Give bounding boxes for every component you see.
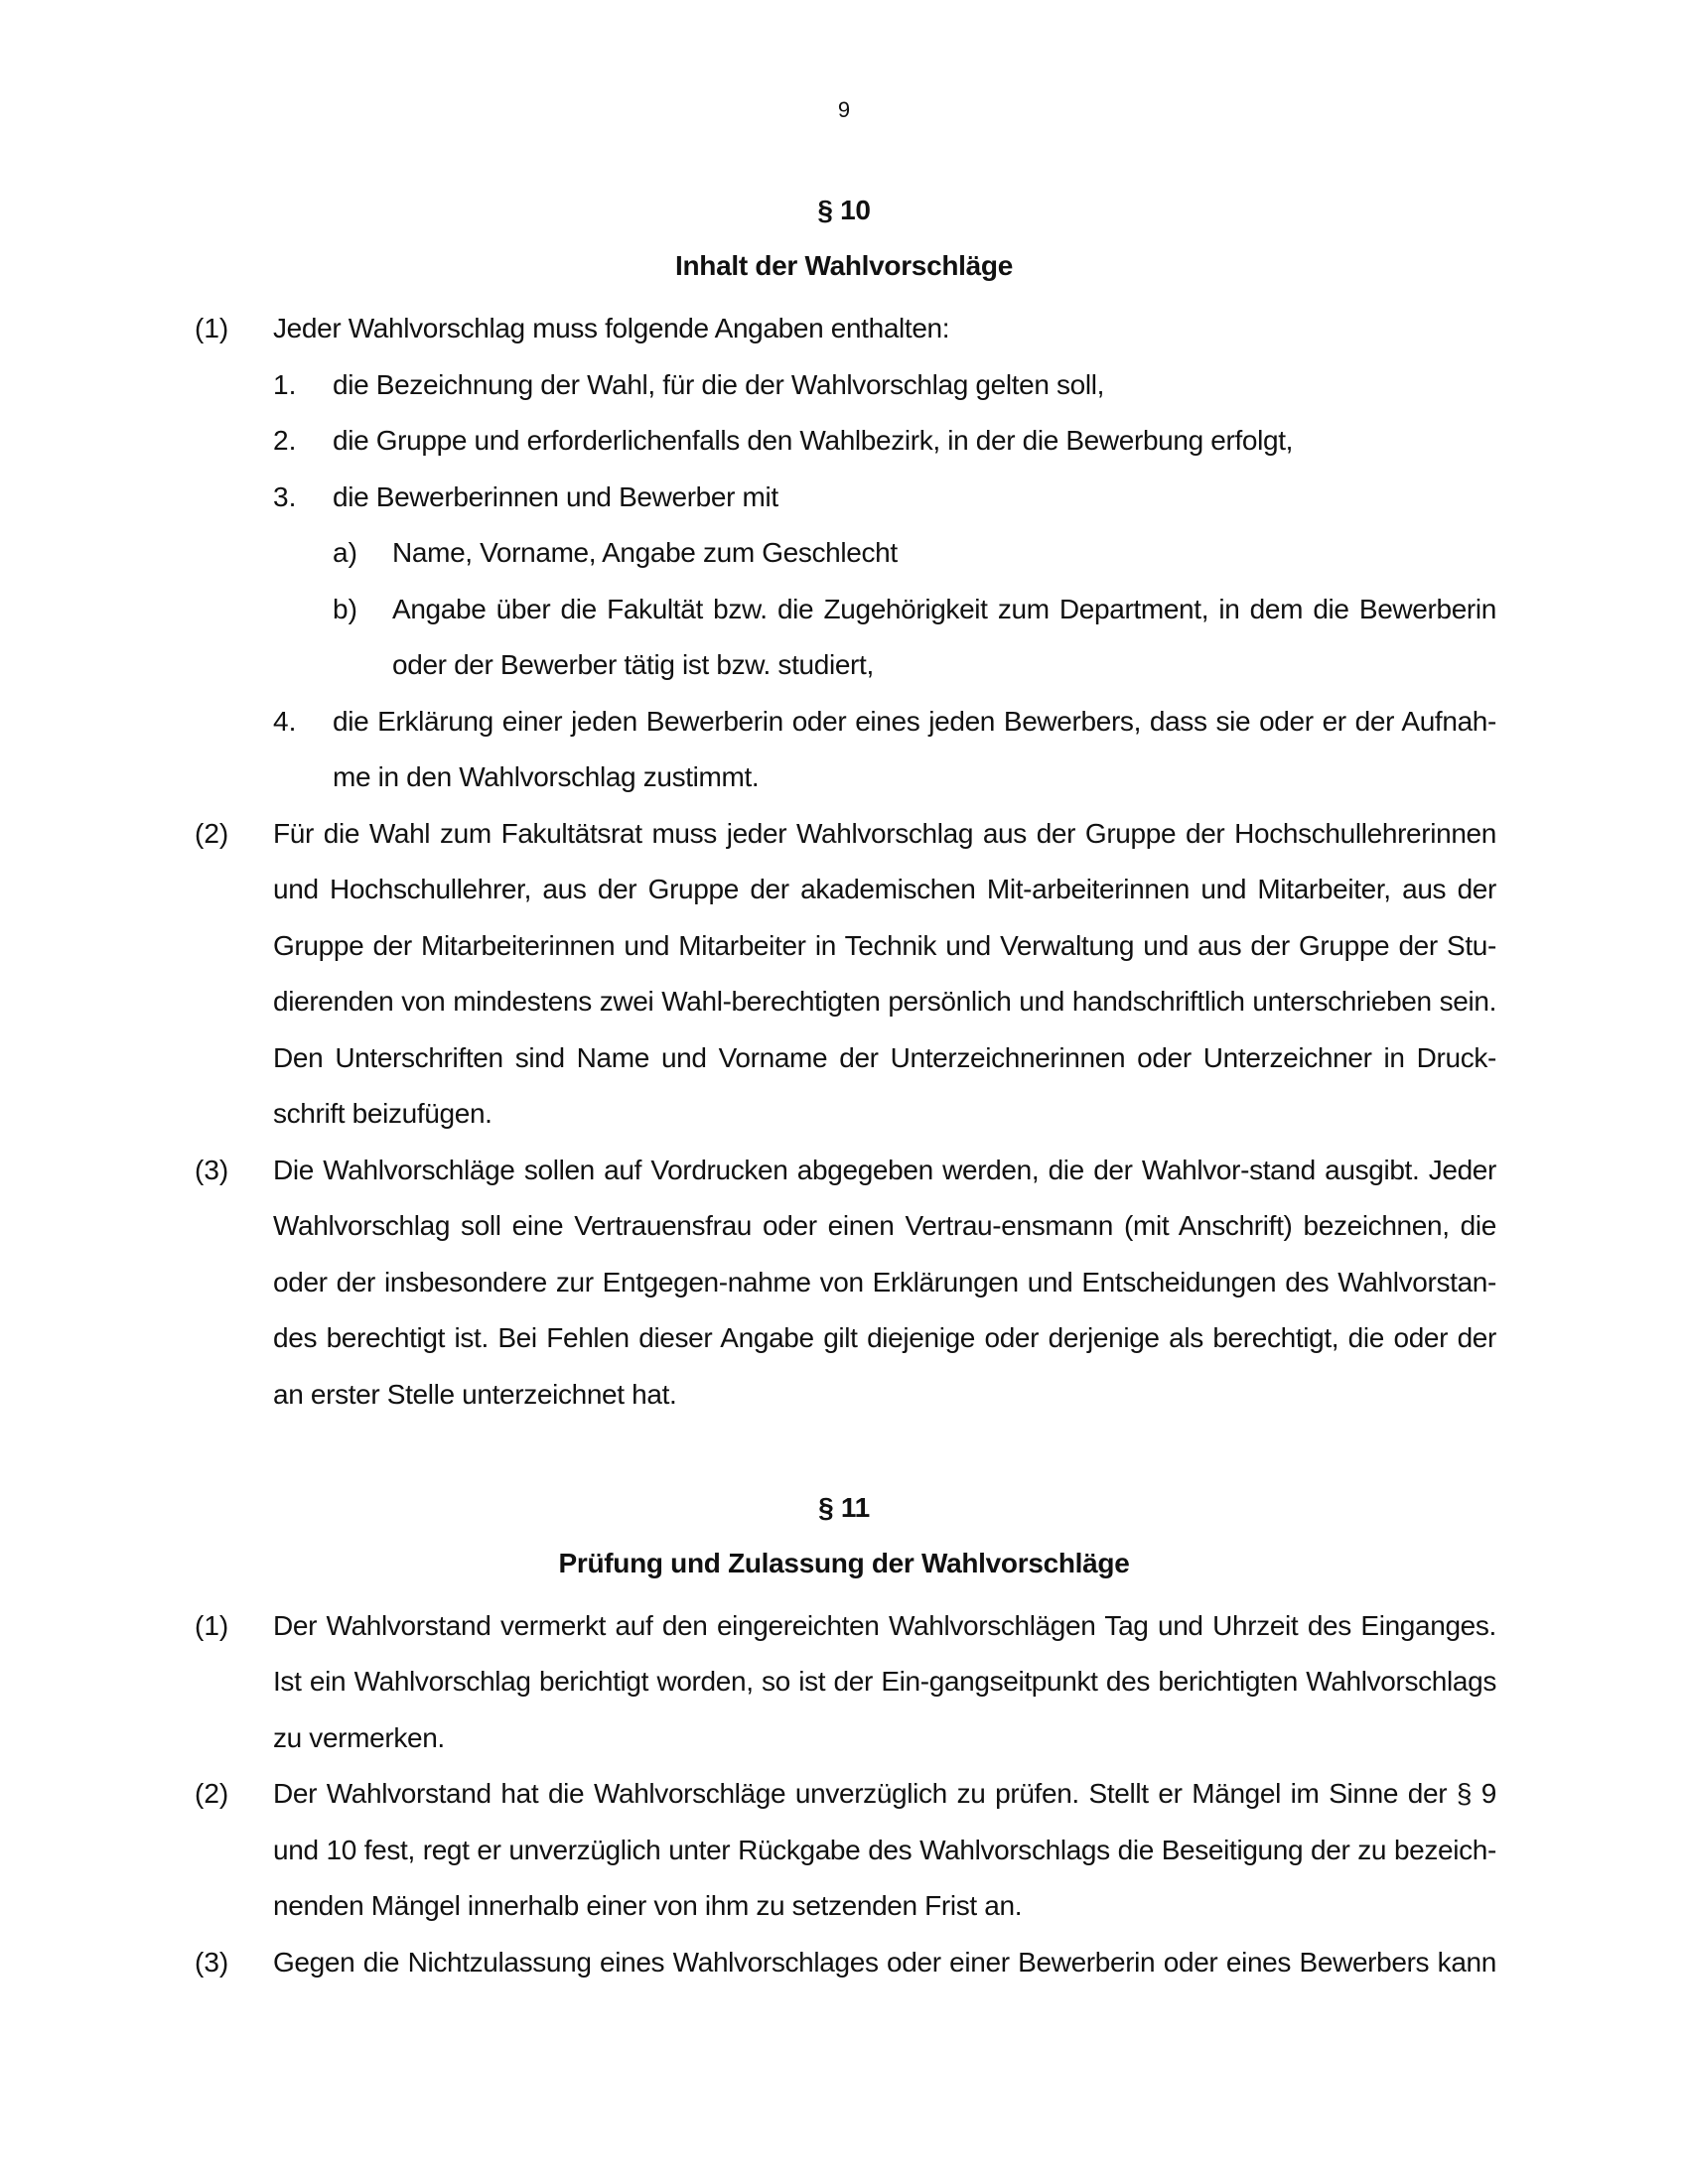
s10-p3-line: Wahlvorschlag soll eine Vertrauensfrau oder einen Vertrau-ensmann (mit Anschrift) bezeichnen, die: [273, 1210, 1496, 1241]
s10-p2-line: Den Unterschriften sind Name und Vorname der Unterzeichnerinnen oder Unterzeichner in Druck-: [273, 1042, 1496, 1073]
s11-p1-line: Der Wahlvorstand vermerkt auf den eingereichten Wahlvorschlägen Tag und Uhrzeit des Einganges.: [273, 1610, 1496, 1641]
s11-p1-line: zu vermerken.: [273, 1722, 445, 1753]
section-10-title: Inhalt der Wahlvorschläge: [675, 250, 1013, 281]
s10-p1-intro: Jeder Wahlvorschlag muss folgende Angaben enthalten:: [273, 313, 950, 343]
s10-p3-line: Die Wahlvorschläge sollen auf Vordrucken abgegeben werden, die der Wahlvor-stand ausgibt. Jeder: [273, 1155, 1496, 1185]
s11-p2-line: Der Wahlvorstand hat die Wahlvorschläge unverzüglich zu prüfen. Stellt er Mängel im Sinne der § 9: [273, 1778, 1496, 1809]
s10-p2-line: Für die Wahl zum Fakultätsrat muss jeder Wahlvorschlag aus der Gruppe der Hochschullehrerinnen: [273, 818, 1496, 849]
section-10-number: § 10: [817, 195, 871, 225]
s11-p3-number: (3): [195, 1947, 229, 1978]
s10-sub-b-line1: Angabe über die Fakultät bzw. die Zugehörigkeit zum Department, in dem die Bewerberin: [392, 594, 1496, 624]
s10-sub-b-label: b): [333, 594, 357, 624]
s10-sub-a-label: a): [333, 537, 357, 568]
s11-p3-line: Gegen die Nichtzulassung eines Wahlvorschlages oder einer Bewerberin oder eines Bewerbers kann: [273, 1947, 1496, 1978]
s10-p3-line: an erster Stelle unterzeichnet hat.: [273, 1379, 677, 1410]
s10-item4-line1: die Erklärung einer jeden Bewerberin oder eines jeden Bewerbers, dass sie oder er der Aufnah-: [333, 706, 1496, 737]
section-11-number: § 11: [818, 1492, 870, 1523]
s10-p2-line: und Hochschullehrer, aus der Gruppe der akademischen Mit-arbeiterinnen und Mitarbeiter, aus der: [273, 874, 1496, 904]
s10-p3-number: (3): [195, 1155, 229, 1185]
s10-p2-line: Gruppe der Mitarbeiterinnen und Mitarbeiter in Technik und Verwaltung und aus der Gruppe der Stu-: [273, 930, 1496, 961]
s11-p2-line: nenden Mängel innerhalb einer von ihm zu setzenden Frist an.: [273, 1890, 1023, 1921]
s10-item3-text: die Bewerberinnen und Bewerber mit: [333, 481, 778, 512]
s10-item2-text: die Gruppe und erforderlichenfalls den Wahlbezirk, in der die Bewerbung erfolgt,: [333, 425, 1294, 456]
s10-p2-line: dierenden von mindestens zwei Wahl-berechtigten persönlich und handschriftlich unterschrieben sein.: [273, 986, 1496, 1017]
s11-p1-line: Ist ein Wahlvorschlag berichtigt worden, so ist der Ein-gangseitpunkt des berichtigten Wahlvorschlags: [273, 1666, 1496, 1697]
s10-p3-line: oder der insbesondere zur Entgegen-nahme von Erklärungen und Entscheidungen des Wahlvorstan-: [273, 1267, 1496, 1297]
s10-p3-line: des berechtigt ist. Bei Fehlen dieser Angabe gilt diejenige oder derjenige als berechtigt, die oder der: [273, 1322, 1496, 1353]
s10-p1-number: (1): [195, 313, 229, 343]
s10-item4-line2: me in den Wahlvorschlag zustimmt.: [333, 761, 760, 792]
s11-p2-line: und 10 fest, regt er unverzüglich unter Rückgabe des Wahlvorschlags die Beseitigung der zu bezeich-: [273, 1835, 1496, 1865]
s10-item3-number: 3.: [273, 481, 297, 512]
s11-p1-number: (1): [195, 1610, 229, 1641]
s10-p2-number: (2): [195, 818, 229, 849]
s11-p2-number: (2): [195, 1778, 229, 1809]
s10-item1-number: 1.: [273, 369, 297, 400]
s10-item4-number: 4.: [273, 706, 297, 737]
s10-sub-a-text: Name, Vorname, Angabe zum Geschlecht: [392, 537, 898, 568]
s10-item1-text: die Bezeichnung der Wahl, für die der Wahlvorschlag gelten soll,: [333, 369, 1105, 400]
section-11-title: Prüfung und Zulassung der Wahlvorschläge: [558, 1548, 1130, 1578]
s10-item2-number: 2.: [273, 425, 297, 456]
page-number: 9: [837, 97, 851, 122]
s10-sub-b-line2: oder der Bewerber tätig ist bzw. studiert,: [392, 649, 874, 680]
s10-p2-line: schrift beizufügen.: [273, 1098, 492, 1129]
